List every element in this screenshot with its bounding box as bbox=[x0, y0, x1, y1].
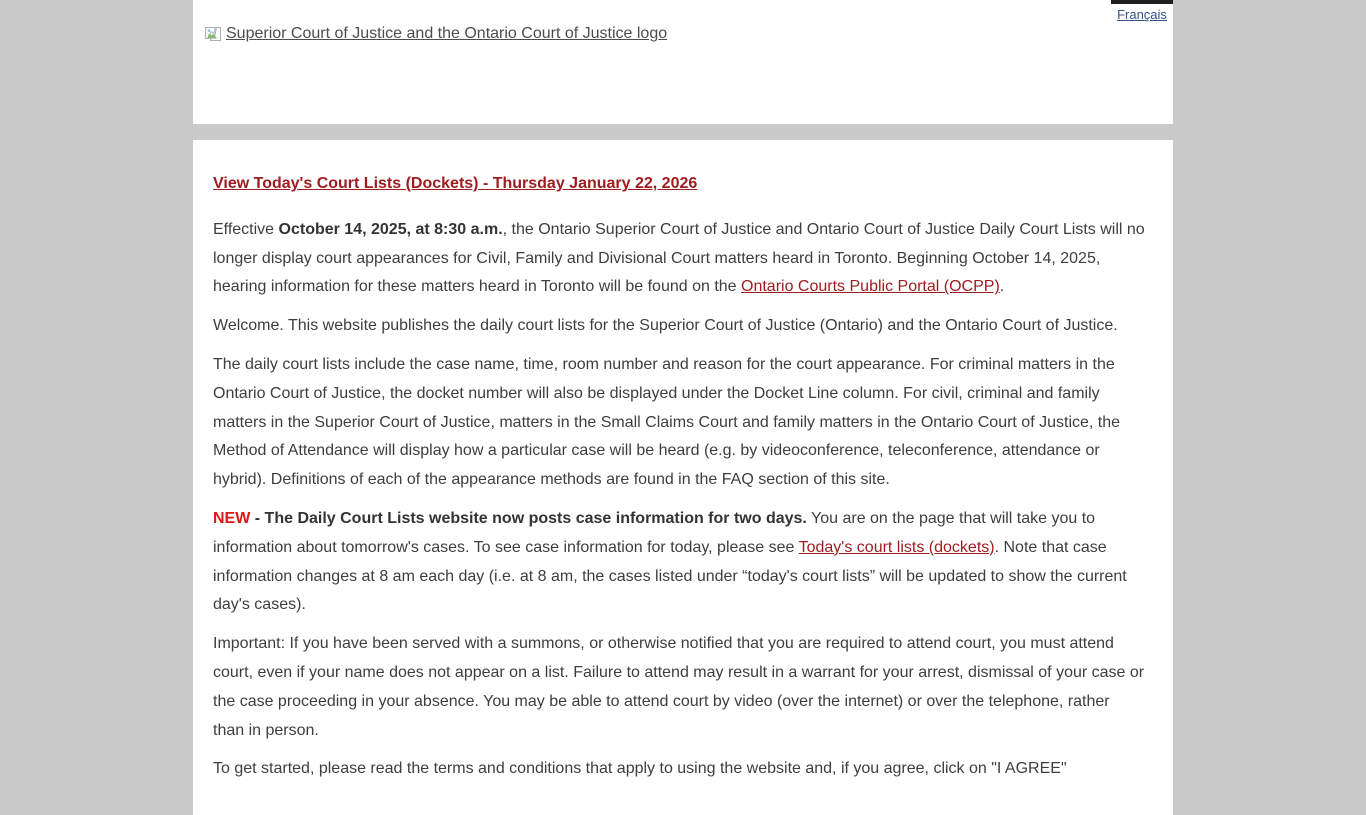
paragraph-important-notice: Important: If you have been served with a summons, or otherwise notified that you are required to attend court, you must attend court, even if your name does not appear on a list. Failure to attend may result in a warrant for your arrest, dismissal of your case or the case proceeding in your absence. You may be able to attend court by video (over the internet) or over the telephone, rather than in person. bbox=[213, 635, 1145, 739]
view-todays-court-lists-link[interactable]: View Today's Court Lists (Dockets) - Thursday January 22, 2026 bbox=[213, 175, 698, 192]
language-switcher bbox=[1111, 0, 1173, 24]
paragraph-effective-notice bbox=[213, 216, 1145, 302]
text-segment: . Note that case information changes at 8 am each day (i.e. at 8 am, the cases listed under “today's court lists” will be updated to show the current day's cases). bbox=[213, 538, 1127, 614]
new-feature-bold: - The Daily Court Lists website now posts case information for two days. bbox=[250, 509, 807, 527]
todays-lists-heading bbox=[213, 170, 1145, 199]
site-logo-link[interactable] bbox=[204, 25, 667, 43]
broken-image-icon bbox=[204, 26, 222, 42]
text-segment: Effective bbox=[213, 220, 279, 238]
site-header bbox=[193, 0, 1173, 124]
site-logo-alt-text: Superior Court of Justice and the Ontario Court of Justice logo bbox=[226, 25, 668, 42]
paragraph-new-feature bbox=[213, 505, 1145, 620]
text-segment: You are on the page that will take you to information about tomorrow's cases. To see case information for today, please see bbox=[213, 509, 1096, 556]
page-wrapper bbox=[193, 0, 1173, 815]
text-segment: . bbox=[999, 278, 1005, 296]
todays-court-lists-dockets-link[interactable]: Today's court lists (dockets) bbox=[798, 538, 995, 556]
paragraph-get-started: To get started, please read the terms and conditions that apply to using the website and, if you agree, click on "I AGREE" bbox=[213, 760, 1067, 778]
main-content bbox=[193, 140, 1173, 815]
ocpp-portal-link[interactable]: Ontario Courts Public Portal (OCPP) bbox=[741, 278, 1000, 296]
paragraph-daily-lists-info: The daily court lists include the case name, time, room number and reason for the court appearance. For criminal matters in the Ontario Court of Justice, the docket number will also be displayed under the Docket Line column. For civil, criminal and family matters in the Superior Court of Justice, matters in the Small Claims Court and family matters in the Ontario Court of Justice, the Method of Attendance will display how a particular case will be heard (e.g. by videoconference, teleconference, attendance or hybrid). Definitions of each of the appearance methods are found in the FAQ section of this site. bbox=[213, 355, 1121, 489]
effective-date-bold: October 14, 2025, at 8:30 a.m. bbox=[278, 220, 503, 238]
text-segment: , the Ontario Superior Court of Justice and Ontario Court of Justice Daily Court Lists will no longer display court appearances for Civil, Family and Divisional Court matters heard in Toronto. Beginning October 14, 2025, hearing information for these matters heard in Toronto will be found on the bbox=[213, 220, 1145, 296]
paragraph-welcome: Welcome. This website publishes the daily court lists for the Superior Court of Justice (Ontario) and the Ontario Court of Justice. bbox=[213, 317, 1118, 335]
new-badge: NEW bbox=[213, 509, 251, 527]
language-link-francais[interactable]: Français bbox=[1117, 7, 1167, 22]
